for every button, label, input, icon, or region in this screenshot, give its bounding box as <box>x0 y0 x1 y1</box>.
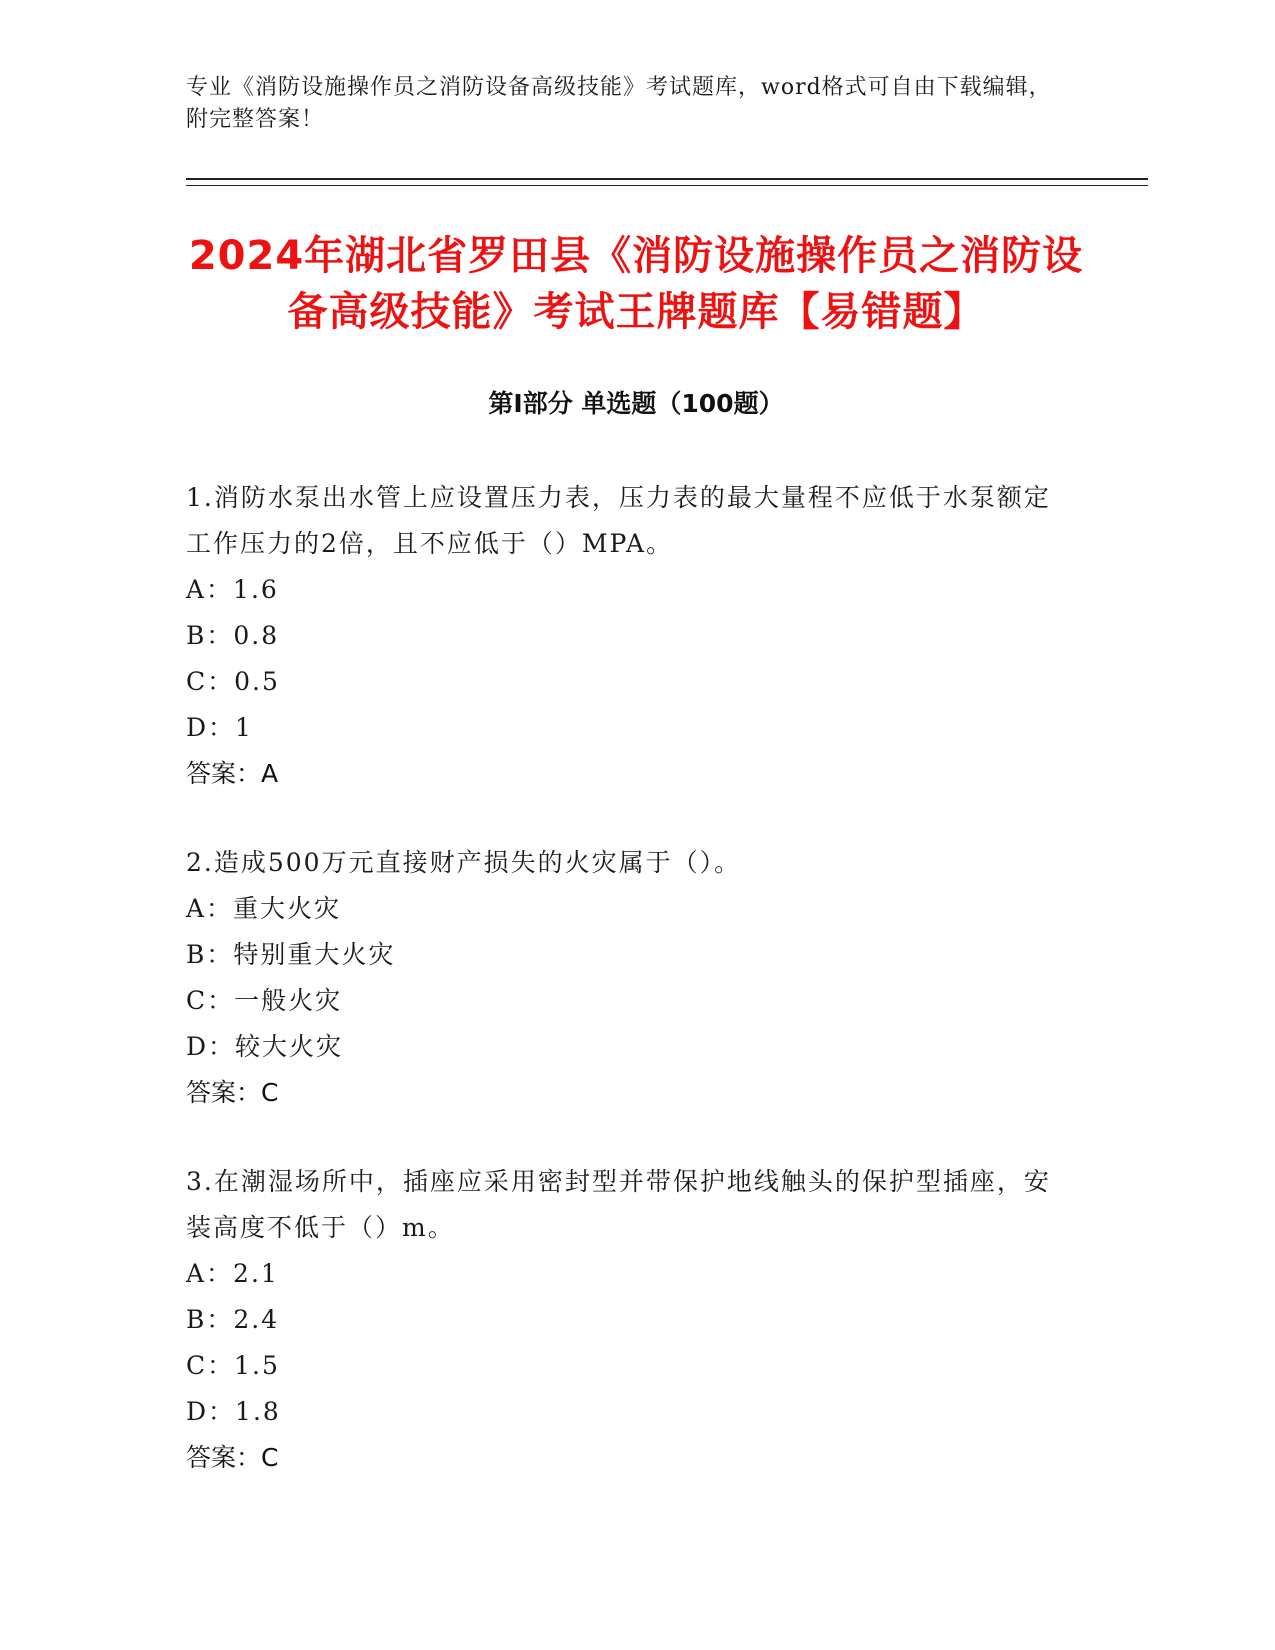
option-c: C：1.5 <box>186 1351 280 1380</box>
section-heading: 第Ⅰ部分 单选题（100题） <box>488 389 784 418</box>
option-d: D：1 <box>186 713 253 742</box>
header-divider-thin <box>186 185 1148 186</box>
option-b: B：0.8 <box>186 621 280 650</box>
option-b: B：2.4 <box>186 1305 280 1334</box>
header-divider-thick <box>186 178 1148 180</box>
option-a: A：1.6 <box>186 575 279 604</box>
option-c: C：0.5 <box>186 667 280 696</box>
answer-line: 答案：C <box>186 1078 279 1107</box>
option-b: B：特别重大火灾 <box>186 940 396 969</box>
question-stem: 1.消防水泵出水管上应设置压力表，压力表的最大量程不应低于水泵额定工作压力的2倍，且不应低于（）MPA。 <box>186 483 1051 558</box>
option-c: C：一般火灾 <box>186 986 343 1015</box>
question-stem: 3.在潮湿场所中，插座应采用密封型并带保护地线触头的保护型插座，安装高度不低于（）m。 <box>186 1167 1051 1242</box>
option-a: A：2.1 <box>186 1259 279 1288</box>
question-3 <box>186 1159 1066 1481</box>
header-note: 专业《消防设施操作员之消防设备高级技能》考试题库，word格式可自由下载编辑，附完整答案！ <box>186 75 1052 132</box>
option-d: D：较大火灾 <box>186 1032 344 1061</box>
answer-line: 答案：C <box>186 1443 279 1472</box>
option-d: D：1.8 <box>186 1397 281 1426</box>
question-stem: 2.造成500万元直接财产损失的火灾属于（）。 <box>186 848 742 877</box>
option-a: A：重大火灾 <box>186 894 342 923</box>
document-title: 2024年湖北省罗田县《消防设施操作员之消防设备高级技能》考试王牌题库【易错题】 <box>188 233 1084 335</box>
question-1 <box>186 475 1066 797</box>
answer-line: 答案：A <box>186 759 279 788</box>
question-2 <box>186 840 1066 1116</box>
question-list <box>186 475 1066 1524</box>
